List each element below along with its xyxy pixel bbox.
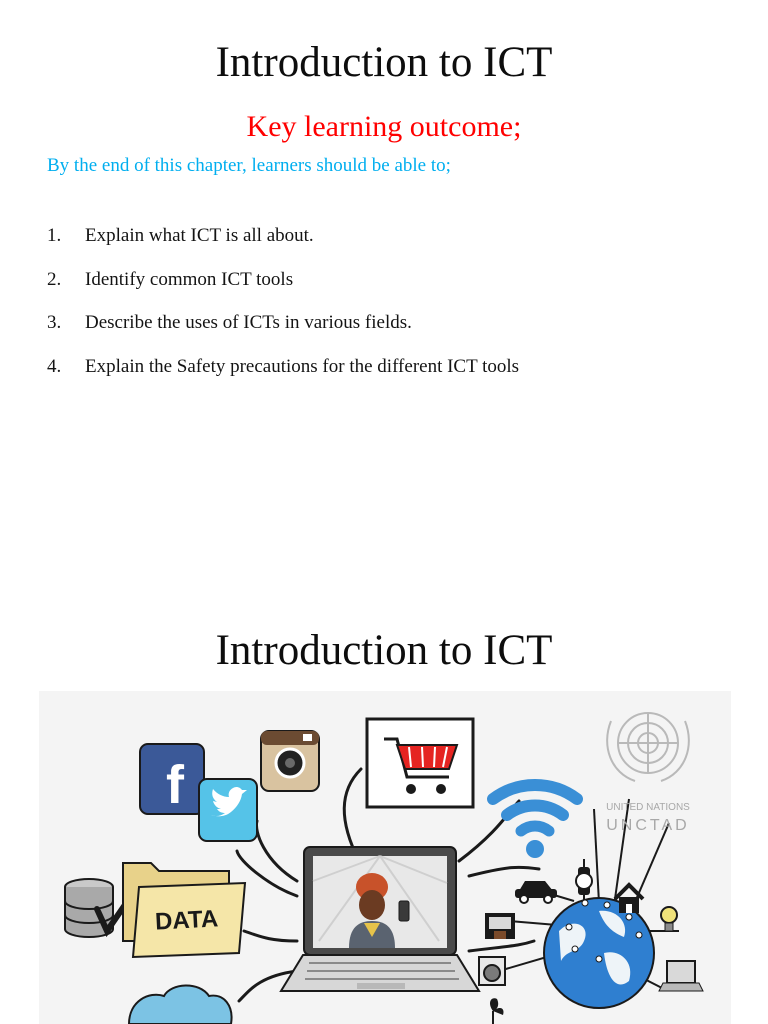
list-text: Explain what ICT is all about. [85,225,314,246]
list-number: 3. [47,312,62,333]
shopping-cart-icon [367,719,473,807]
house-icon [615,885,643,913]
plant-icon [490,998,503,1024]
twitter-icon [199,779,257,841]
un-emblem-icon [607,713,689,781]
list-text: Describe the uses of ICTs in various fields. [85,312,412,333]
lightbulb-icon [661,907,677,931]
watch-icon [576,867,592,895]
laptop-icon [281,847,479,991]
wifi-icon [493,785,577,858]
list-number: 4. [47,355,62,377]
slide-title: Introduction to ICT [215,39,553,86]
instagram-icon [261,731,319,791]
facebook-letter: f [166,755,184,815]
slide-subtitle: Key learning outcome; [246,110,522,143]
slide-ict-illustration [0,600,768,1024]
coffee-maker-icon [485,913,515,939]
slide-title: Introduction to ICT [215,627,553,674]
washing-machine-icon [479,957,505,985]
list-number: 1. [47,225,62,246]
facebook-icon [140,744,204,815]
un-label: UNITED NATIONS [606,802,690,813]
list-number: 2. [47,268,62,290]
list-text: Identify common ICT tools [85,268,294,290]
list-text: Explain the Safety precautions for the different ICT tools [85,355,520,377]
cloud-icon [129,985,232,1024]
data-folder-label: DATA [154,905,219,936]
data-folder-icon [123,863,245,957]
database-icon [65,879,131,937]
car-icon [515,881,557,903]
ict-illustration [39,691,731,1024]
globe-icon [544,898,654,1008]
tablet-icon [659,961,703,991]
intro-sentence: By the end of this chapter, learners should be able to; [47,155,451,176]
unctad-label: UNCTAD [606,817,690,834]
